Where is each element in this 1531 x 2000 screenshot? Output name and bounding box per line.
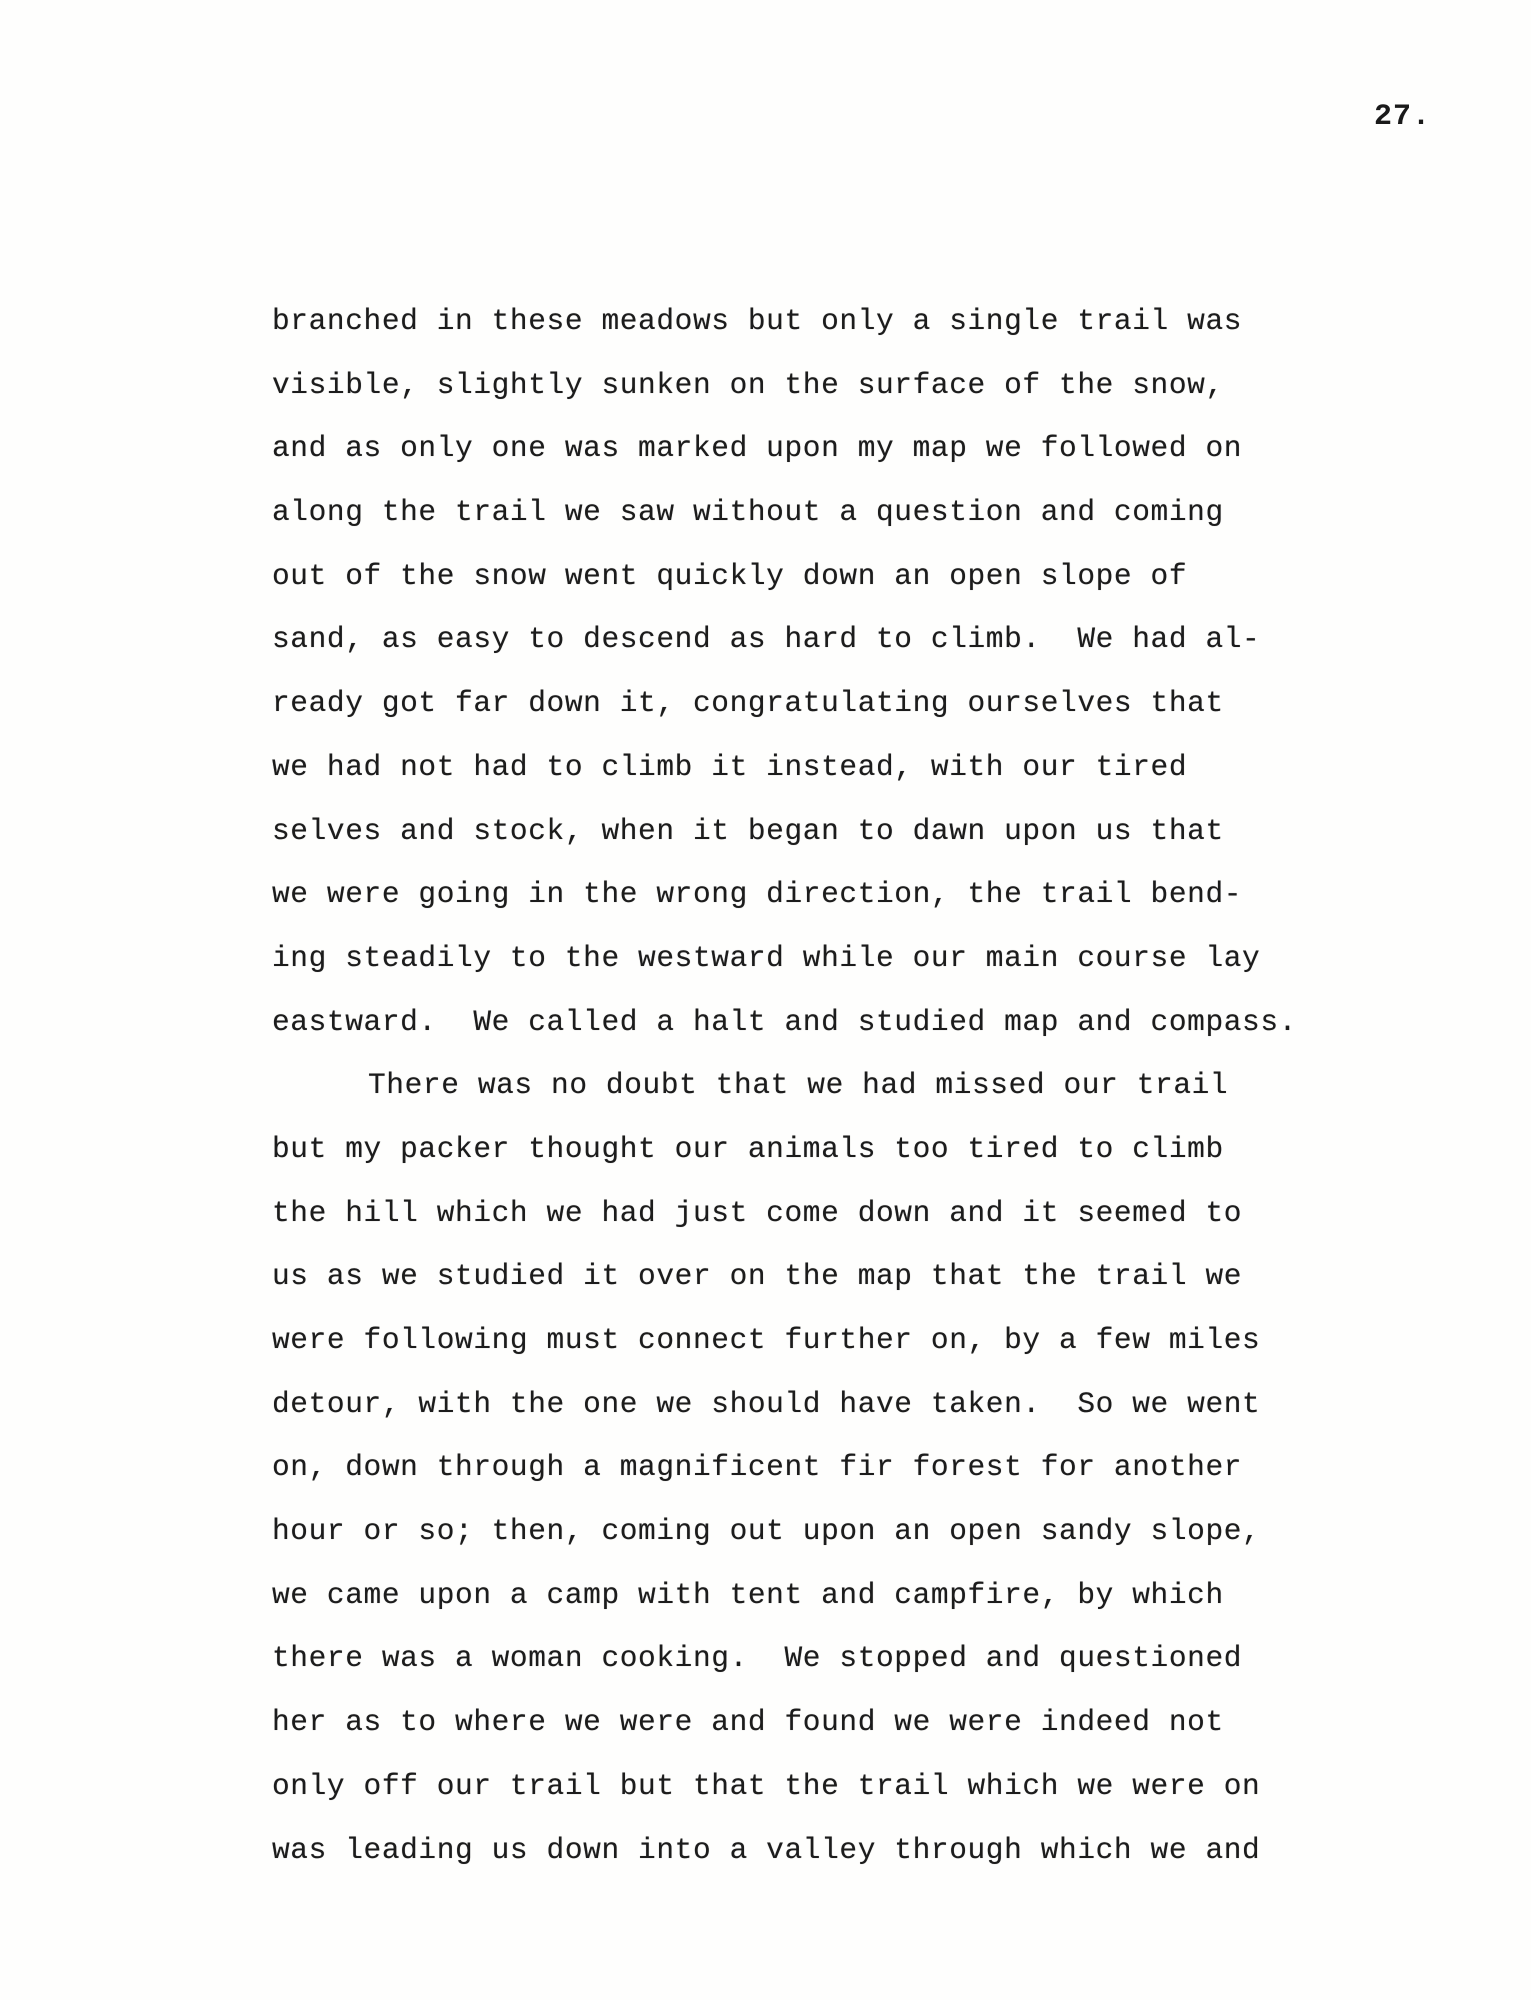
- page-number: 27.: [1374, 100, 1432, 134]
- text-line: along the trail we saw without a question and coming: [272, 495, 1224, 530]
- text-line: detour, with the one we should have taken. So we went: [272, 1386, 1261, 1421]
- text-line: and as only one was marked upon my map we followed on: [272, 431, 1243, 466]
- text-line: the hill which we had just come down and it seemed to: [272, 1195, 1243, 1230]
- text-line: selves and stock, when it began to dawn upon us that: [272, 813, 1224, 848]
- text-line: out of the snow went quickly down an open slope of: [272, 558, 1188, 593]
- text-line: ing steadily to the westward while our main course lay: [272, 940, 1261, 975]
- text-line: only off our trail but that the trail which we were on: [272, 1768, 1261, 1803]
- text-line: visible, slightly sunken on the surface of the snow,: [272, 367, 1224, 402]
- text-line: on, down through a magnificent fir forest for another: [272, 1450, 1243, 1485]
- text-line: branched in these meadows but only a single trail was: [272, 304, 1243, 338]
- text-line: eastward. We called a halt and studied map and compass.: [272, 1004, 1297, 1039]
- text-line: but my packer thought our animals too tired to climb: [272, 1131, 1224, 1166]
- text-line: ready got far down it, congratulating ourselves that: [272, 686, 1224, 721]
- text-line: sand, as easy to descend as hard to climb. We had al-: [272, 622, 1261, 657]
- paragraph-1: [272, 290, 1372, 1054]
- body-text: [272, 290, 1372, 1882]
- text-line: were following must connect further on, by a few miles: [272, 1323, 1261, 1357]
- text-line: there was a woman cooking. We stopped and questioned: [272, 1641, 1243, 1676]
- text-line: us as we studied it over on the map that the trail we: [272, 1259, 1243, 1294]
- text-line: her as to where we were and found we were indeed not: [272, 1705, 1224, 1740]
- paragraph-2: [272, 1054, 1372, 1882]
- text-line: we came upon a camp with tent and campfire, by which: [272, 1577, 1224, 1612]
- text-line: we had not had to climb it instead, with our tired: [272, 749, 1188, 784]
- text-line: hour or so; then, coming out upon an open sandy slope,: [272, 1514, 1261, 1549]
- text-line-indented: There was no doubt that we had missed our trail: [368, 1068, 1229, 1103]
- text-line: was leading us down into a valley through which we and: [272, 1832, 1261, 1867]
- text-line: we were going in the wrong direction, the trail bend-: [272, 877, 1243, 912]
